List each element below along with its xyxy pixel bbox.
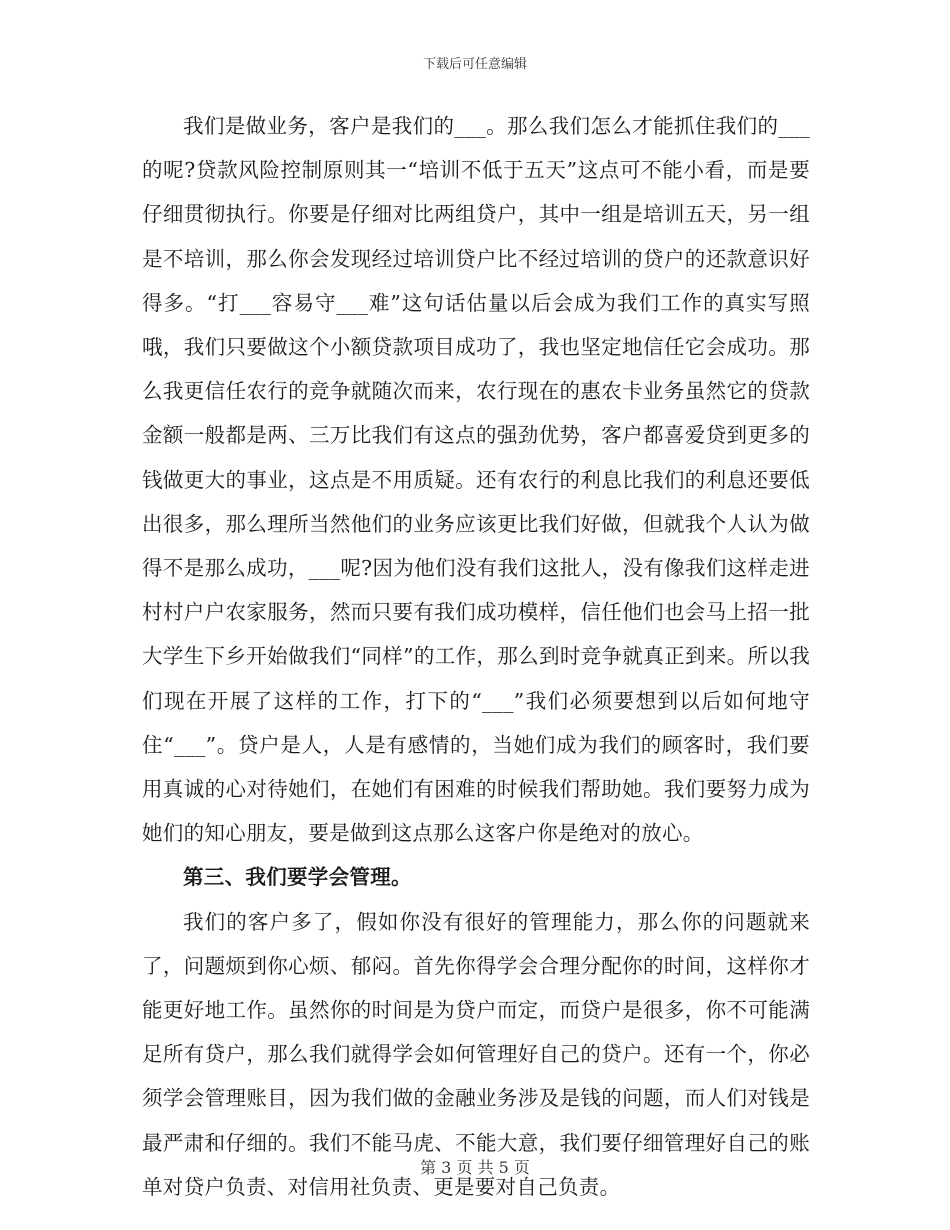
- page-footer: 第 3 页 共 5 页: [420, 1158, 530, 1177]
- paragraph-2: 我们的客户多了，假如你没有很好的管理能力，那么你的问题就来了，问题烦到你心烦、郁闷。首先你得学会合理分配你的时间，这样你才能更好地工作。虽然你的时间是为贷户而定，而贷户是很多，你不可能满足所有贷户，那么我们就得学会如何管理好自己的贷户。还有一个，你必须学会管理账目，因为我们做的金融业务涉及是钱的问题，而人们对钱是最严肃和仔细的。我们不能马虎、不能大意，我们要仔细管理好自己的账单对贷户负责、对信用社负责、更是要对自己负责。: [142, 909, 810, 1199]
- document-body: [142, 104, 810, 1209]
- paragraph-1: 我们是做业务，客户是我们的___。那么我们怎么才能抓住我们的___的呢?贷款风险控制原则其一“培训不低于五天”这点可不能小看，而是要仔细贯彻执行。你要是仔细对比两组贷户，其中一组是培训五天，另一组是不培训，那么你会发现经过培训贷户比不经过培训的贷户的还款意识好得多。“打___容易守___难”这句话估量以后会成为我们工作的真实写照哦，我们只要做这个小额贷款项目成功了，我也坚定地信任它会成功。那么我更信任农行的竞争就随次而来，农行现在的惠农卡业务虽然它的贷款金额一般都是两、三万比我们有这点的强劲优势，客户都喜爱贷到更多的钱做更大的事业，这点是不用质疑。还有农行的利息比我们的利息还要低出很多，那么理所当然他们的业务应该更比我们好做，但就我个人认为做得不是那么成功，___呢?因为他们没有我们这批人，没有像我们这样走进村村户户农家服务，然而只要有我们成功模样，信任他们也会马上招一批大学生下乡开始做我们“同样”的工作，那么到时竞争就真正到来。所以我们现在开展了这样的工作，打下的“___”我们必须要想到以后如何地守住“___”。贷户是人，人是有感情的，当她们成为我们的顾客时，我们要用真诚的心对待她们，在她们有困难的时候我们帮助她。我们要努力成为她们的知心朋友，要是做到这点那么这客户你是绝对的放心。: [142, 114, 810, 846]
- section-heading: 第三、我们要学会管理。: [183, 865, 412, 890]
- page-header: 下载后可任意编辑: [422, 57, 527, 72]
